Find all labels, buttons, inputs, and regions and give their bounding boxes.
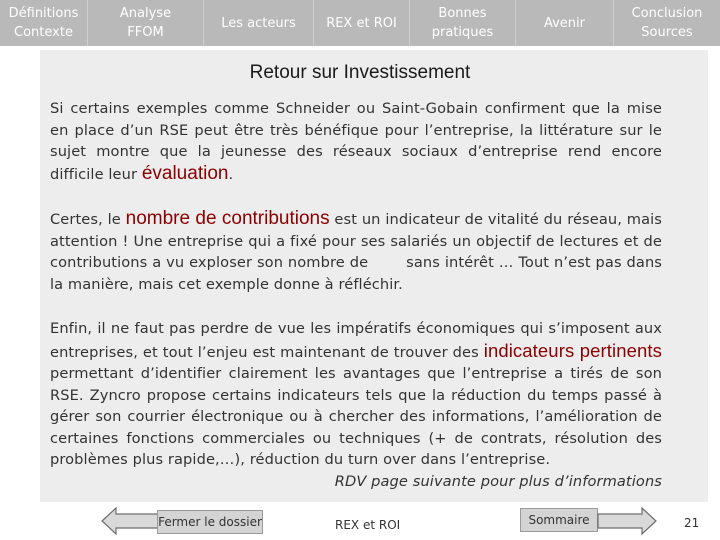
next-page-note: RDV page suivante pour plus d’informations [334,472,662,490]
tab-label: Analyse FFOM [119,6,172,40]
page-number: 21 [684,516,700,530]
tab-label: Définitions Contexte [8,6,79,40]
paragraph-1 [50,98,662,185]
tab-label: Les acteurs [221,15,296,31]
paragraph-2-middle: est un indicateur de vitalité du réseau, mais attention ! Une entreprise qui a fixé pour ses salariés un objectif de lectures et de contributions a vu exploser son nombre de [50,211,662,271]
tab-analyse-ffom[interactable] [88,0,204,46]
top-navigation [0,0,720,46]
highlight-evaluation: évaluation [141,162,229,184]
tab-label: REX et ROI [326,15,397,31]
arrow-right-icon[interactable] [596,506,658,536]
paragraph-2-start: Certes, le [50,211,126,228]
slide-title: Retour sur Investissement [249,62,471,83]
paragraph-2 [50,208,662,295]
arrow-left-icon[interactable] [100,506,162,536]
tab-les-acteurs[interactable] [204,0,314,46]
paragraph-2-end: sans intérêt … Tout n’est pas dans la manière, mais cet exemple donne à réfléchir. [50,254,662,293]
tab-avenir[interactable] [516,0,614,46]
section-label: REX et ROI [335,518,401,532]
tab-definitions-contexte[interactable] [0,0,88,46]
tab-conclusion-sources[interactable] [614,0,720,46]
tab-label: Bonnes pratiques [431,6,494,40]
highlight-nombre-de-contributions: nombre de contributions [125,208,330,229]
tab-label: Conclusion Sources [631,6,703,40]
tab-bonnes-pratiques[interactable] [410,0,516,46]
tab-rex-et-roi[interactable] [314,0,410,46]
summary-button[interactable]: Sommaire [520,508,598,532]
paragraph-3-start: Enfin, il ne faut pas perdre de vue les impératifs économiques qui s’imposent aux entreprises, et tout l’enjeu est maintenant de trouver des [50,320,662,361]
close-folder-button[interactable]: Fermer le dossier [157,510,263,534]
paragraph-3-end: permettant d’identifier clairement les avantages que l’entreprise a tirés de son RSE. Zyncro propose certains indicateurs tels que la réduction du temps passé à gérer son courrier électronique ou à chercher des informations, l’amélioration de certaines fonctions commerciales ou techniques (+ de contrats, résolution des problèmes plus rapide,…), réduction du turn over dans l’entreprise. [50,365,662,468]
tab-label: Avenir [543,15,586,31]
paragraph-1-end: . [228,165,234,183]
paragraph-1-text: Si certains exemples comme Schneider ou Saint-Gobain confirment que la mise en place d’un RSE peut être très bénéfique pour l’entreprise, la littérature sur le sujet montre que la jeunesse des réseaux sociaux d’entreprise rend encore difficile leur [50,100,662,183]
highlight-indicateurs-pertinents: indicateurs pertinents [483,339,662,361]
paragraph-3 [50,318,662,492]
